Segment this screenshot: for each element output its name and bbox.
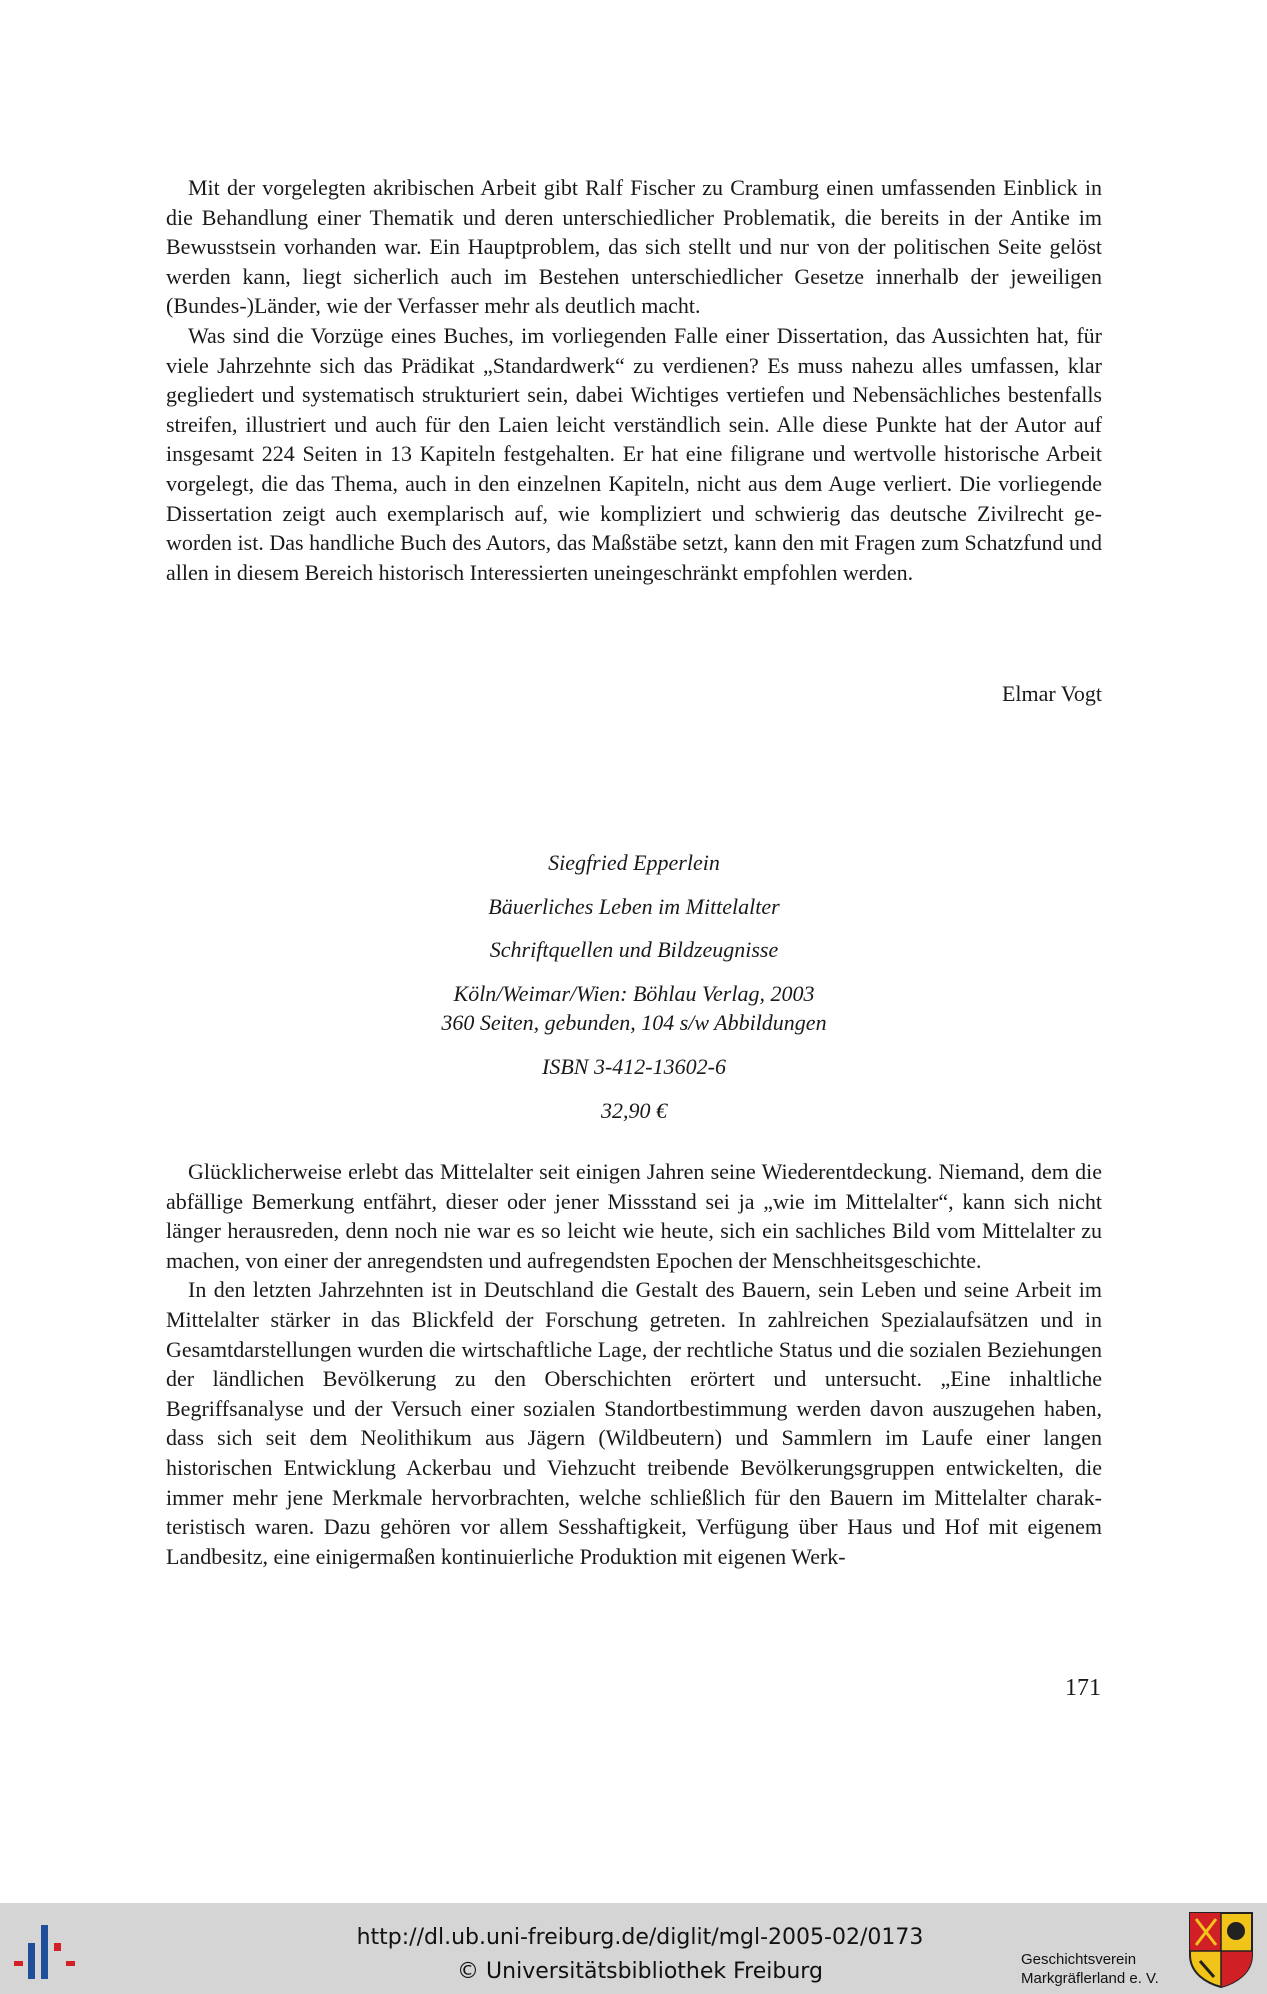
document-url-link[interactable]: http://dl.ub.uni-freiburg.de/diglit/mgl-2005-02/0173 (356, 1925, 924, 1950)
society-name-line2: Markgräflerland e. V. (1021, 1970, 1159, 1987)
book-author: Siegfried Epperlein (548, 850, 720, 875)
paragraph: Glücklicherweise erlebt das Mittelalter seit einigen Jahren seine Wiederentdeckung. Niemand, dem die abfällige Bemerkung entfährt, dieser oder jener Missstand sei ja „wie im Mittelalter“, kann sich nicht länger herausreden, denn noch nie war es so leicht wie heute, sich ein sachliches Bild vom Mittelalter zu machen, von einer der anregendsten und aufregendsten Epochen der Menschheitsgeschichte. (166, 1159, 1102, 1273)
book-publisher: Köln/Weimar/Wien: Böhlau Verlag, 2003 (453, 980, 815, 1006)
paragraph: In den letzten Jahrzehnten ist in Deutschland die Gestalt des Bauern, sein Leben und seine Arbeit im Mittelalter stärker in das Blickfeld der Forschung getreten. In zahlreichen Spezialaufsätzen und in Gesamtdarstellungen wurden die wirtschaftliche Lage, der rechtliche Status und die sozialen Beziehungen der ländlichen Bevölkerung zu den Oberschichten erörtert und untersucht. „Eine inhaltliche Begriffsanalyse und der Versuch einer sozialen Standortbestimmung werden davon auszugehen haben, dass sich seit dem Neolithikum aus Jägern (Wildbeutern) und Sammlern im Laufe einer langen historischen Entwicklung Ackerbau und Viehzucht treibende Bevölkerungsgruppen entwickelten, die immer mehr jene Merkmale hervorbrachten, welche schließlich für den Bauern im Mittelalter charakteristisch waren. Dazu gehören vor allem Sesshaftigkeit, Verfügung über Haus und Hof mit eigenem Landbesitz, eine einigermaßen kontinuierliche Produktion mit eigenen Werk- (166, 1277, 1102, 1569)
footer-bar (0, 1903, 1267, 1994)
page-number: 171 (1065, 1675, 1101, 1701)
review-text-second (166, 1157, 1102, 1571)
paragraph: Mit der vorgelegten akribischen Arbeit gibt Ralf Fischer zu Cramburg einen umfassenden Einblick in die Behandlung einer Thematik und deren unterschiedlicher Problematik, die bereits in der Antike im Bewusstsein vorhanden war. Ein Hauptproblem, das sich stellt und nur von der politischen Seite gelöst werden kann, liegt sicherlich auch im Bestehen unterschiedlicher Gesetze innerhalb der jeweiligen (Bundes-)Länder, wie der Verfasser mehr als deutlich macht. (166, 175, 1102, 319)
coat-of-arms-icon (1188, 1911, 1254, 1989)
copyright-notice: © Universitätsbibliothek Freiburg (457, 1959, 823, 1984)
bibliographic-entry (166, 848, 1102, 1139)
book-price: 32,90 € (601, 1097, 667, 1123)
book-subtitle: Schriftquellen und Bildzeugnisse (489, 937, 779, 963)
paragraph: Was sind die Vorzüge eines Buches, im vorliegenden Falle einer Dissertation, das Aussichten hat, für viele Jahrzehnte sich das Prädikat „Standardwerk“ zu verdienen? Es muss nahezu alles umfassen, klar gegliedert und systematisch strukturiert sein, dabei Wichtiges vertiefen und Nebensächliches bestenfalls streifen, illustriert und auch für den Laien leicht verständlich sein. Alle diese Punkte hat der Autor auf insgesamt 224 Seiten in 13 Kapiteln festgehalten. Er hat eine filigrane und wertvolle historische Arbeit vorgelegt, die das Thema, auch in den einzelnen Kapiteln, nicht aus dem Auge verliert. Die vorliegende Dissertation zeigt auch exemplarisch auf, wie kompliziert und schwierig das deutsche Zivilrecht geworden ist. Das handliche Buch des Autors, das Maßstäbe setzt, kann den mit Fragen zum Schatzfund und allen in diesem Bereich historisch Interessierten uneingeschränkt empfohlen werden. (166, 322, 1102, 585)
review-signature: Elmar Vogt (1001, 681, 1102, 706)
book-details: 360 Seiten, gebunden, 104 s/w Abbildungen (441, 1010, 827, 1036)
society-name-line1: Geschichtsverein (1021, 1951, 1137, 1968)
review-text-first (166, 173, 1102, 587)
book-title: Bäuerliches Leben im Mittelalter (488, 893, 780, 919)
society-name (1021, 1950, 1159, 1988)
book-isbn: ISBN 3-412-13602-6 (542, 1053, 726, 1079)
library-logo-icon (14, 1921, 84, 1983)
